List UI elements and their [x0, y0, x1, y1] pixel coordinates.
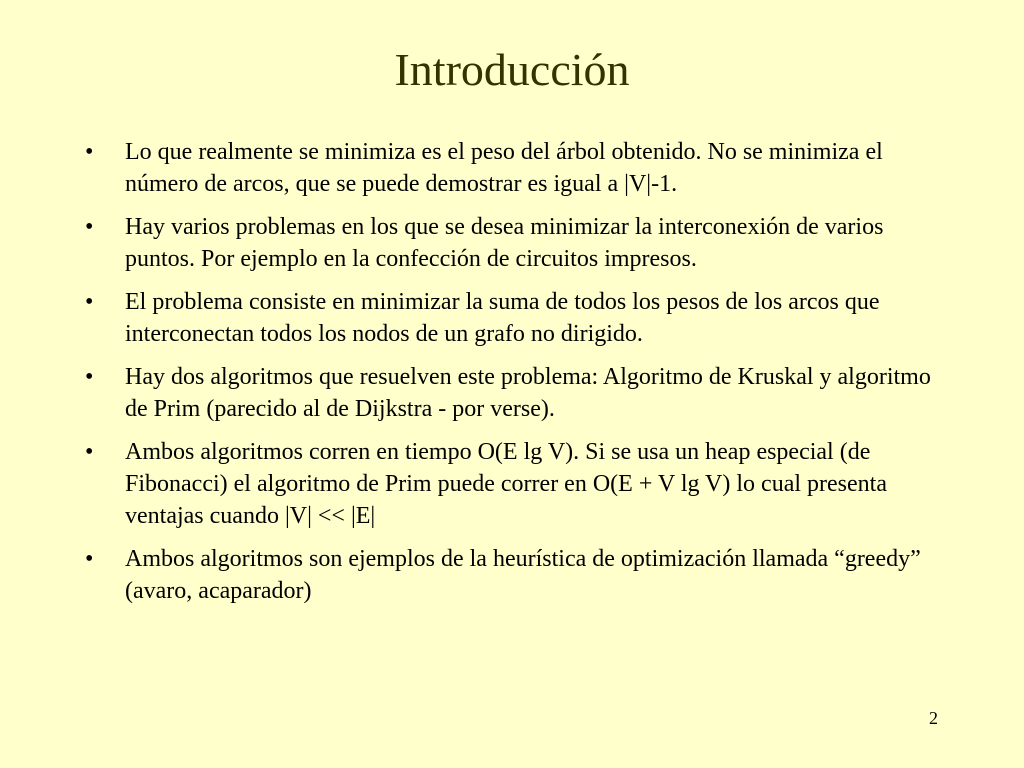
bullet-text: Hay dos algoritmos que resuelven este problema: Algoritmo de Kruskal y algoritmo de Prim (parecido al de Dijkstra - por verse). [125, 364, 931, 422]
bullet-icon: • [85, 214, 94, 240]
bullet-text: Hay varios problemas en los que se desea minimizar la interconexión de varios puntos. Por ejemplo en la confección de circuitos impresos. [125, 214, 884, 272]
bullet-icon: • [85, 289, 94, 315]
bullet-icon: • [85, 139, 94, 165]
page-number: 2 [929, 708, 938, 728]
bullet-icon: • [85, 364, 94, 390]
bullet-item [85, 543, 935, 607]
bullet-list [85, 136, 935, 618]
bullet-item [85, 361, 935, 425]
bullet-icon: • [85, 439, 94, 465]
slide-title: Introducción [394, 44, 630, 95]
bullet-item [85, 211, 935, 275]
bullet-text: Ambos algoritmos corren en tiempo O(E lg V). Si se usa un heap especial (de Fibonacci) el algoritmo de Prim puede correr en O(E + V lg V) lo cual presenta ventajas cuando |V| << |E| [125, 439, 887, 529]
bullet-icon: • [85, 546, 94, 572]
bullet-item [85, 436, 935, 532]
bullet-text: El problema consiste en minimizar la suma de todos los pesos de los arcos que interconectan todos los nodos de un grafo no dirigido. [125, 289, 880, 347]
bullet-item [85, 136, 935, 200]
bullet-text: Ambos algoritmos son ejemplos de la heurística de optimización llamada “greedy” (avaro, acaparador) [125, 546, 921, 604]
bullet-text: Lo que realmente se minimiza es el peso del árbol obtenido. No se minimiza el número de arcos, que se puede demostrar es igual a |V|-1. [125, 139, 883, 197]
bullet-item [85, 286, 935, 350]
